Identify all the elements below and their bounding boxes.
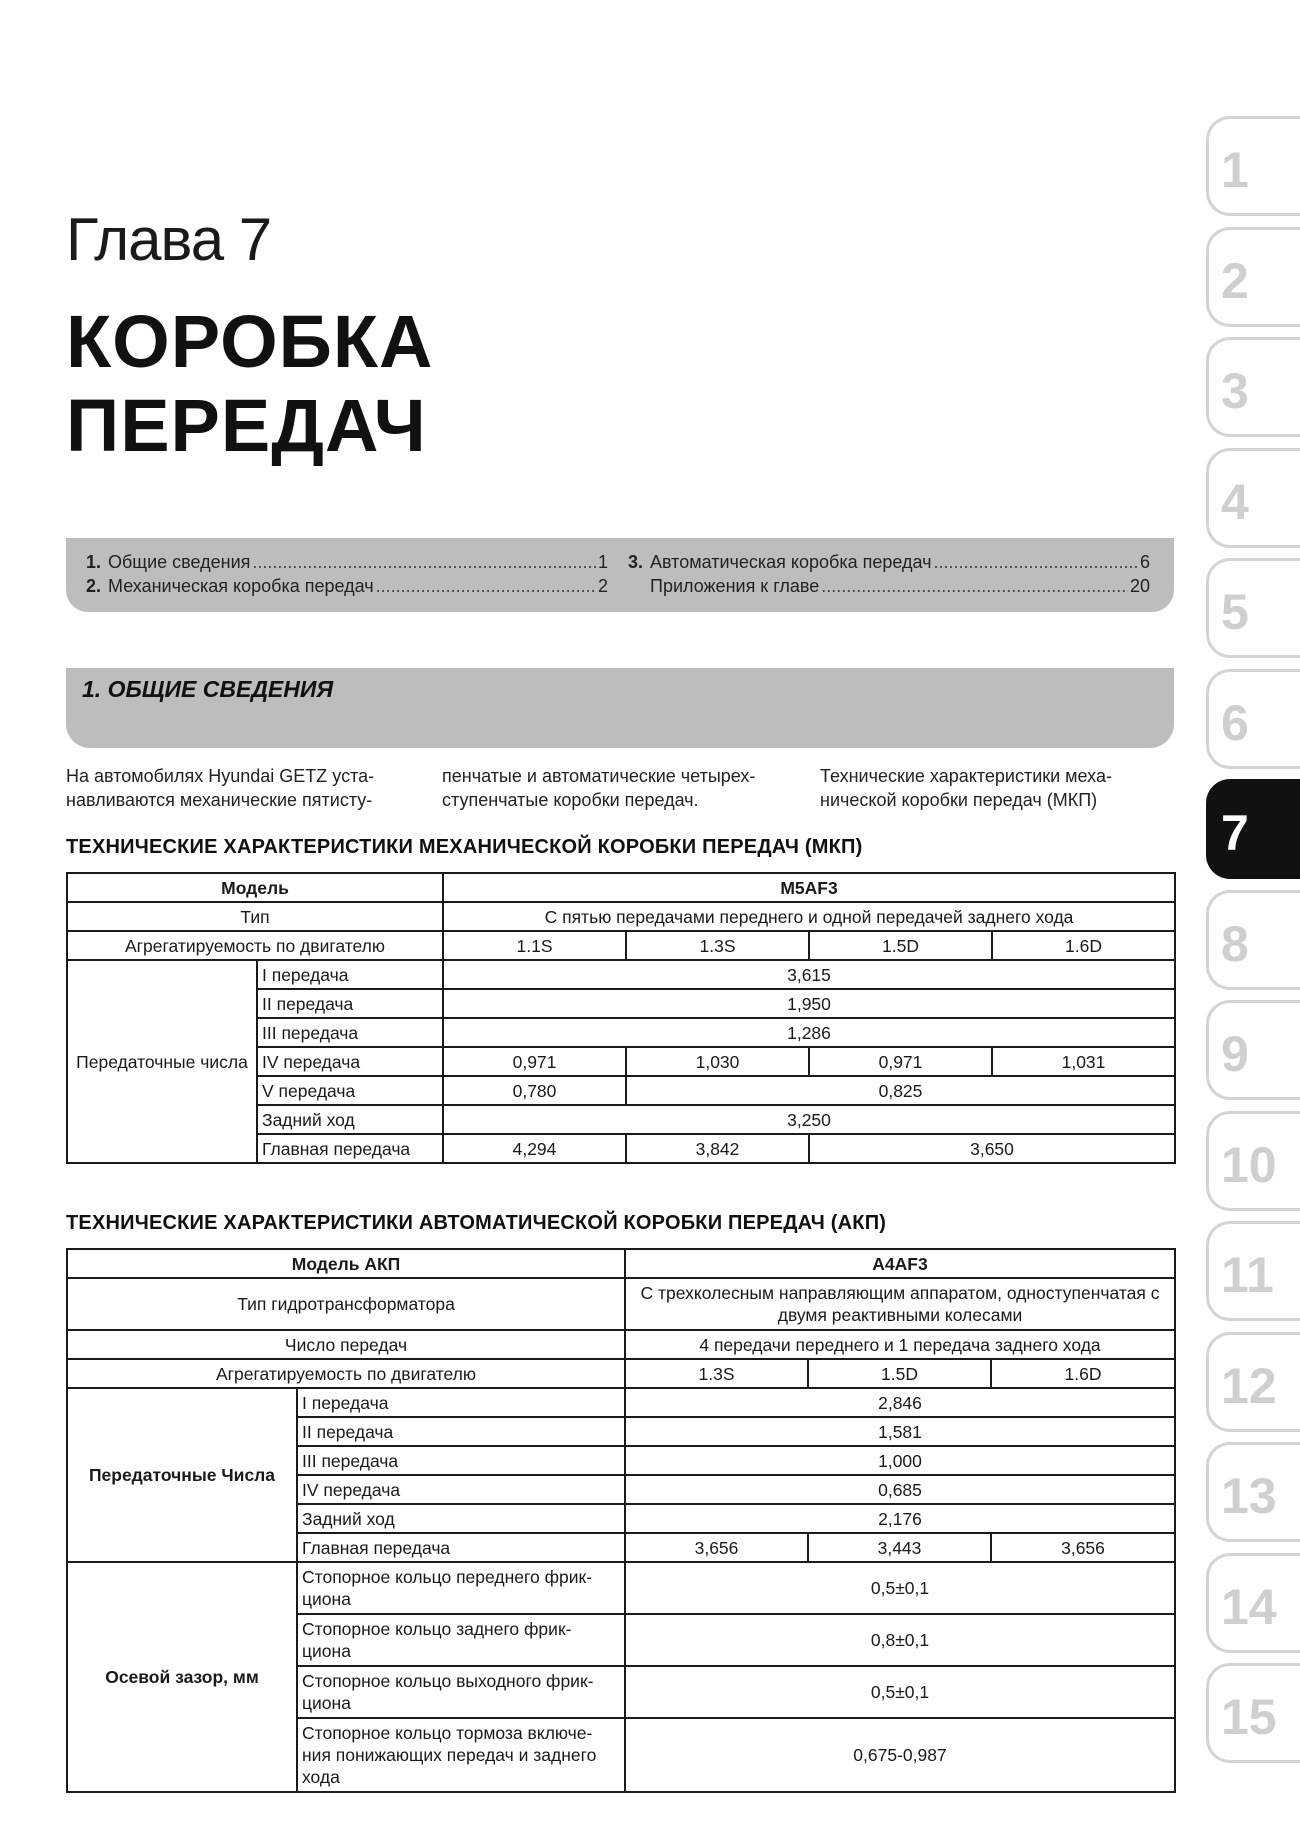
toc-text: Автоматическая коробка передач: [650, 552, 932, 572]
akp-table-heading: ТЕХНИЧЕСКИЕ ХАРАКТЕРИСТИКИ АВТОМАТИЧЕСКОЙ КОРОБКИ ПЕРЕДАЧ (АКП): [66, 1212, 887, 1234]
gear-label: III передача: [297, 1446, 625, 1475]
mkp-model-label: Модель: [67, 873, 443, 902]
intro-column-2: пенчатые и автоматические четырех-ступенчатые коробки передач.: [442, 766, 756, 810]
section-header-bar: [66, 668, 1174, 748]
table-row: [67, 1562, 1175, 1614]
mkp-table-heading: ТЕХНИЧЕСКИЕ ХАРАКТЕРИСТИКИ МЕХАНИЧЕСКОЙ КОРОБКИ ПЕРЕДАЧ (МКП): [66, 836, 863, 858]
gear-value: 1,950: [443, 989, 1175, 1018]
mkp-type-value: С пятью передачами переднего и одной передачей заднего хода: [443, 902, 1175, 931]
chapter-tab-1[interactable]: [1206, 116, 1300, 216]
table-row: [67, 1330, 1175, 1359]
table-row: [67, 960, 1175, 989]
gear-label: Задний ход: [257, 1105, 443, 1134]
gear-value: 3,615: [443, 960, 1175, 989]
mkp-ratios-label: Передаточные числа: [67, 960, 257, 1163]
akp-converter-label: Тип гидротрансформатора: [67, 1278, 625, 1330]
gear-value: 0,971: [809, 1047, 992, 1076]
clearance-label: Стопорное кольцо выходного фрик-циона: [297, 1666, 625, 1718]
chapter-tab-12[interactable]: [1206, 1332, 1300, 1432]
akp-engine-cell: 1.6D: [991, 1359, 1175, 1388]
gear-value: 3,443: [808, 1533, 991, 1562]
gear-value: 0,825: [626, 1076, 1175, 1105]
chapter-tab-label: 8: [1221, 915, 1249, 972]
toc-num: 3.: [628, 552, 644, 572]
mkp-engine-cell: 1.3S: [626, 931, 809, 960]
akp-gears-label: Число передач: [67, 1330, 625, 1359]
mkp-engine-cell: 1.5D: [809, 931, 992, 960]
toc-page: 20: [1129, 576, 1150, 596]
gear-value: 3,250: [443, 1105, 1175, 1134]
chapter-tab-5[interactable]: [1206, 558, 1300, 658]
gear-value: 2,176: [625, 1504, 1175, 1533]
table-row: [67, 1359, 1175, 1388]
table-row: [67, 931, 1175, 960]
intro-column-3: Технические характеристики меха-нической коробки передач (МКП): [820, 766, 1112, 810]
gear-label: V передача: [257, 1076, 443, 1105]
gear-value: 1,286: [443, 1018, 1175, 1047]
gear-label: IV передача: [257, 1047, 443, 1076]
chapter-tab-8[interactable]: [1206, 890, 1300, 990]
akp-model-label: Модель АКП: [67, 1249, 625, 1278]
chapter-tab-label: 5: [1221, 584, 1249, 640]
toc-page: 6: [1139, 552, 1150, 572]
gear-value: 3,656: [625, 1533, 808, 1562]
table-of-contents: [66, 538, 1174, 612]
gear-value: 1,000: [625, 1446, 1175, 1475]
akp-engine-label: Агрегатируемость по двигателю: [67, 1359, 625, 1388]
gear-value: 0,971: [443, 1047, 626, 1076]
mkp-type-label: Тип: [67, 902, 443, 931]
toc-item[interactable]: [628, 575, 1150, 597]
chapter-label: Глава 7: [66, 206, 272, 273]
intro-column-1: На автомобилях Hyundai GETZ уста-навливаются механические пятисту-: [66, 766, 375, 810]
chapter-tab-label: 2: [1221, 252, 1249, 309]
chapter-tab-label: 9: [1221, 1026, 1249, 1082]
mkp-engine-cell: 1.1S: [443, 931, 626, 960]
chapter-tab-label: 13: [1221, 1468, 1277, 1524]
chapter-tab-label: 12: [1221, 1357, 1277, 1414]
akp-ratios-label: Передаточные Числа: [67, 1388, 297, 1562]
toc-page: 1: [597, 552, 608, 572]
toc-item[interactable]: [86, 551, 608, 573]
chapter-tab-13[interactable]: [1206, 1442, 1300, 1542]
mkp-engine-label: Агрегатируемость по двигателю: [67, 931, 443, 960]
toc-item[interactable]: [86, 575, 608, 597]
table-row: [67, 1278, 1175, 1330]
toc-num: 2.: [86, 576, 102, 596]
mkp-engine-cell: 1.6D: [992, 931, 1175, 960]
table-row: [67, 1388, 1175, 1417]
toc-text: Общие сведения: [108, 552, 251, 572]
toc-text: Приложения к главе: [650, 576, 820, 596]
clearance-value: 0,5±0,1: [625, 1562, 1175, 1614]
gear-label: I передача: [297, 1388, 625, 1417]
gear-value: 3,842: [626, 1134, 809, 1163]
mkp-spec-table: [66, 872, 1176, 1164]
gear-label: III передача: [257, 1018, 443, 1047]
akp-converter-value: С трехколесным направляющим аппаратом, одноступенчатая с двумя реактивными колесами: [625, 1278, 1175, 1330]
chapter-tab-3[interactable]: [1206, 337, 1300, 437]
toc-page: 2: [597, 576, 608, 596]
mkp-model-value: M5AF3: [443, 873, 1175, 902]
gear-label: II передача: [297, 1417, 625, 1446]
clearance-value: 0,8±0,1: [625, 1614, 1175, 1666]
gear-value: 4,294: [443, 1134, 626, 1163]
section-title: 1. ОБЩИЕ СВЕДЕНИЯ: [82, 676, 334, 702]
gear-value: 0,780: [443, 1076, 626, 1105]
gear-label: Главная передача: [297, 1533, 625, 1562]
toc-leader: [934, 551, 1138, 573]
chapter-tab-label: 7: [1221, 805, 1249, 861]
akp-engine-cell: 1.3S: [625, 1359, 808, 1388]
chapter-tab-label: 1: [1221, 142, 1249, 198]
clearance-value: 0,675-0,987: [625, 1718, 1175, 1792]
clearance-label: Стопорное кольцо переднего фрик-циона: [297, 1562, 625, 1614]
toc-text: Механическая коробка передач: [108, 576, 374, 596]
gear-label: II передача: [257, 989, 443, 1018]
chapter-tab-label: 15: [1221, 1689, 1277, 1745]
gear-value: 3,656: [991, 1533, 1175, 1562]
chapter-tab-14[interactable]: [1206, 1553, 1300, 1653]
chapter-tab-6[interactable]: [1206, 669, 1300, 769]
gear-value: 2,846: [625, 1388, 1175, 1417]
gear-label: Главная передача: [257, 1134, 443, 1163]
chapter-tab-9[interactable]: [1206, 1000, 1300, 1100]
akp-spec-table: [66, 1248, 1176, 1793]
toc-leader: [376, 575, 596, 597]
gear-label: IV передача: [297, 1475, 625, 1504]
chapter-title: КОРОБКА ПЕРЕДАЧ: [66, 300, 434, 467]
chapter-tab-10[interactable]: [1206, 1111, 1300, 1211]
toc-leader: [821, 575, 1128, 597]
gear-value: 1,581: [625, 1417, 1175, 1446]
chapter-tab-4[interactable]: [1206, 448, 1300, 548]
clearance-label: Стопорное кольцо тормоза включе-ния понижающих передач и заднего хода: [297, 1718, 625, 1792]
chapter-tab-15[interactable]: [1206, 1663, 1300, 1763]
akp-clearance-label: Осевой зазор, мм: [67, 1562, 297, 1792]
chapter-tab-11[interactable]: [1206, 1221, 1300, 1321]
chapter-tab-label: 4: [1221, 473, 1249, 530]
table-row: [67, 1249, 1175, 1278]
table-row: [67, 873, 1175, 902]
akp-gears-value: 4 передачи переднего и 1 передача заднего хода: [625, 1330, 1175, 1359]
gear-value: 0,685: [625, 1475, 1175, 1504]
clearance-value: 0,5±0,1: [625, 1666, 1175, 1718]
gear-label: I передача: [257, 960, 443, 989]
clearance-label: Стопорное кольцо заднего фрик-циона: [297, 1614, 625, 1666]
gear-value: 3,650: [809, 1134, 1175, 1163]
gear-label: Задний ход: [297, 1504, 625, 1533]
toc-item[interactable]: [628, 551, 1150, 573]
gear-value: 1,030: [626, 1047, 809, 1076]
chapter-tab-label: 6: [1221, 694, 1249, 751]
chapter-tab-label: 10: [1221, 1136, 1277, 1193]
akp-model-value: A4AF3: [625, 1249, 1175, 1278]
akp-engine-cell: 1.5D: [808, 1359, 991, 1388]
chapter-tab-label: 11: [1221, 1247, 1274, 1303]
table-row: [67, 902, 1175, 931]
toc-num: 1.: [86, 552, 102, 572]
chapter-tab-7[interactable]: [1206, 779, 1300, 879]
chapter-tab-label: 3: [1221, 363, 1249, 419]
chapter-tab-2[interactable]: [1206, 227, 1300, 327]
chapter-tab-label: 14: [1221, 1578, 1277, 1635]
gear-value: 1,031: [992, 1047, 1175, 1076]
toc-leader: [252, 551, 596, 573]
